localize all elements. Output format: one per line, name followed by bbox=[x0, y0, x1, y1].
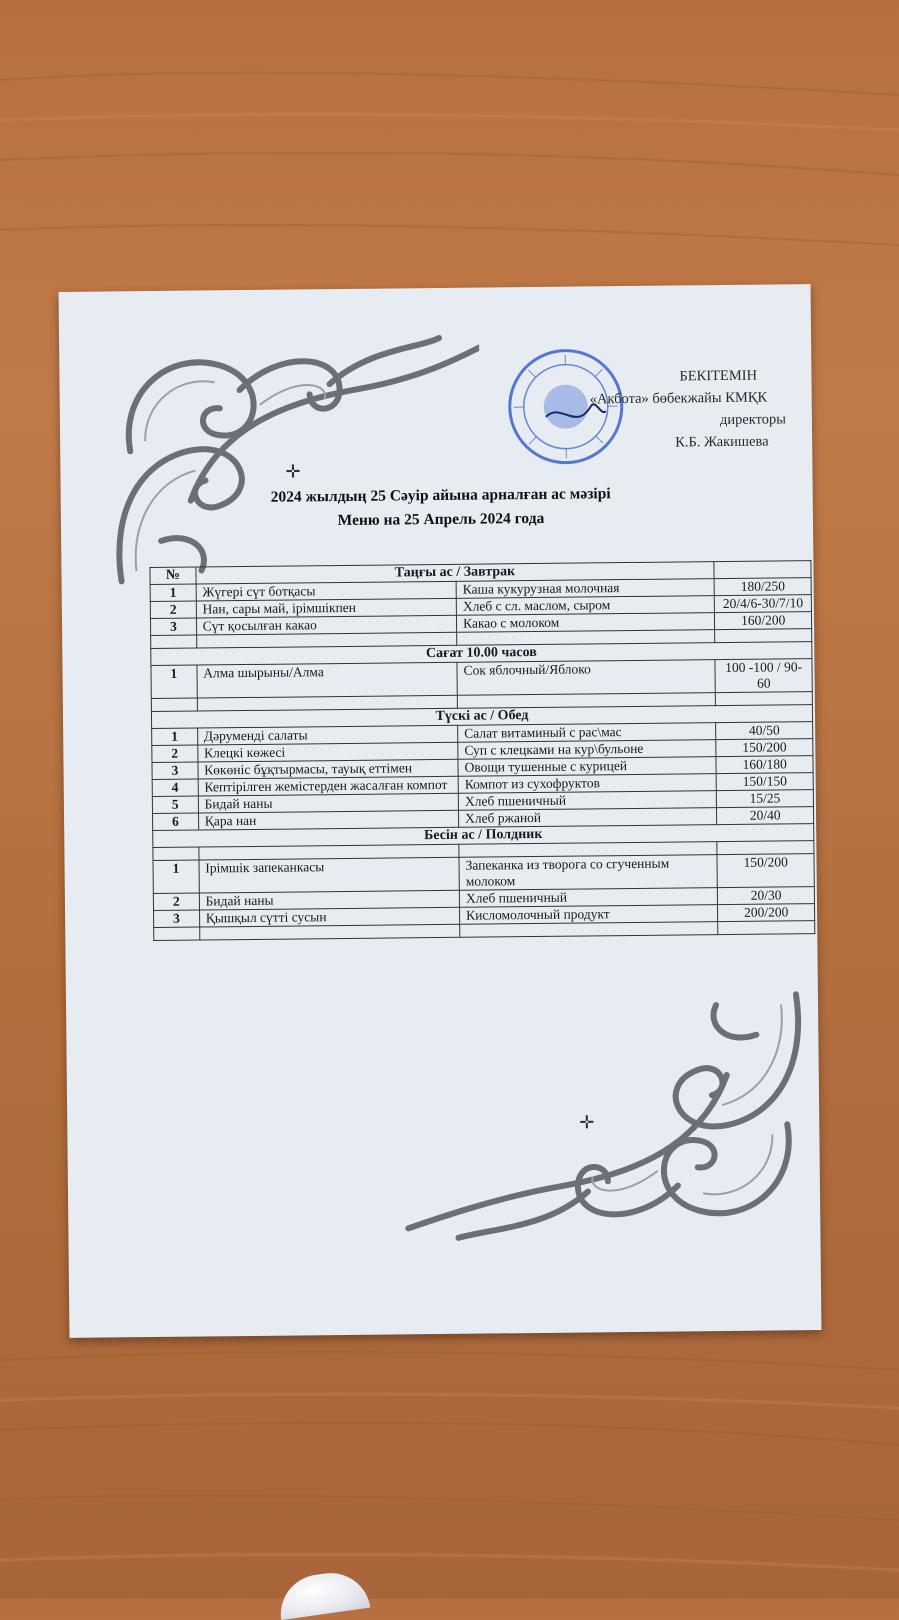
approval-name: К.Б. Жакишева bbox=[675, 433, 769, 451]
section-title: Бесін ас / Полдник bbox=[153, 824, 814, 848]
dish-name-kz: Көкөніс бұқтырмасы, тауық еттімен bbox=[198, 759, 459, 779]
bottom-right-ornament bbox=[396, 984, 819, 1288]
row-number: 2 bbox=[152, 745, 198, 762]
portion-weight: 160/200 bbox=[715, 612, 812, 630]
empty-cell bbox=[199, 924, 459, 940]
empty-cell bbox=[154, 927, 200, 940]
menu-table bbox=[149, 560, 815, 941]
dish-name-kz: Дәруменді салаты bbox=[197, 725, 458, 745]
section-title: Түскі ас / Обед bbox=[151, 705, 812, 729]
row-number: 3 bbox=[150, 618, 196, 635]
dish-name-kz: Қара нан bbox=[198, 810, 459, 830]
empty-cell bbox=[715, 629, 812, 643]
dish-name-ru: Компот из сухофруктов bbox=[458, 774, 716, 794]
dish-name-kz: Нан, сары май, ірімшікпен bbox=[196, 598, 457, 618]
row-number: 3 bbox=[154, 910, 200, 927]
approval-position: директоры bbox=[719, 411, 787, 429]
menu-sheet bbox=[59, 284, 822, 1338]
portion-weight: 180/250 bbox=[714, 578, 811, 596]
dish-name-kz: Алма шырыны/Алма bbox=[197, 662, 458, 698]
dish-name-kz: Кептірілген жемістерден жасалған компот bbox=[198, 776, 459, 796]
dish-name-ru: Каша кукурузная молочная bbox=[456, 579, 714, 599]
section-title: Сағат 10.00 часов bbox=[151, 642, 812, 666]
num-column-header: № bbox=[150, 567, 196, 584]
empty-cell bbox=[153, 847, 199, 860]
row-number: 4 bbox=[152, 779, 198, 796]
crosshair-icon: ✛ bbox=[285, 461, 301, 482]
title-ru: Меню на 25 Апрель 2024 года bbox=[337, 509, 545, 530]
dish-name-ru: Какао с молоком bbox=[456, 613, 714, 633]
dish-name-ru: Запеканка из творога со сгученным молоком bbox=[459, 855, 718, 891]
section-title: Таңғы ас / Завтрак bbox=[196, 562, 715, 584]
title-kz: 2024 жылдың 25 Сәуір айына арналған ас мәзірі bbox=[270, 485, 611, 506]
empty-cell bbox=[716, 692, 813, 706]
row-number: 1 bbox=[153, 860, 199, 893]
portion-weight: 100 -100 / 90-60 bbox=[715, 659, 812, 693]
dish-name-kz: Қышқыл сүтті сусын bbox=[199, 907, 460, 927]
empty-cell bbox=[151, 698, 197, 711]
portion-weight: 20/30 bbox=[718, 887, 815, 905]
approval-approved: БЕКІТЕМІН bbox=[679, 367, 758, 385]
crosshair-icon: ✛ bbox=[579, 1112, 595, 1133]
portion-weight: 150/200 bbox=[717, 854, 814, 888]
empty-cell bbox=[717, 841, 814, 855]
empty-cell bbox=[460, 922, 718, 938]
menu-titles bbox=[161, 481, 721, 535]
dish-name-kz: Ірімшік запеканкасы bbox=[199, 857, 460, 893]
portion-weight: 40/50 bbox=[716, 722, 813, 740]
top-left-ornament bbox=[99, 328, 482, 592]
portion-weight: 20/4/6-30/7/10 bbox=[715, 595, 812, 613]
row-number: 2 bbox=[150, 601, 196, 618]
row-number: 3 bbox=[152, 762, 198, 779]
dish-name-ru: Хлеб пшеничный bbox=[459, 888, 717, 908]
dish-name-kz: Клецкі көжесі bbox=[197, 742, 458, 762]
row-number: 2 bbox=[153, 893, 199, 910]
empty-cell bbox=[151, 635, 197, 648]
row-number: 5 bbox=[152, 796, 198, 813]
dish-name-ru: Кисломолочный продукт bbox=[460, 905, 718, 925]
portion-weight: 150/200 bbox=[716, 739, 813, 757]
portion-weight: 150/150 bbox=[716, 773, 813, 791]
approval-block bbox=[589, 364, 795, 454]
portion-weight: 15/25 bbox=[717, 790, 814, 808]
dish-name-ru: Хлеб ржаной bbox=[459, 808, 717, 828]
dish-name-kz: Бидай наны bbox=[198, 793, 459, 813]
dish-name-ru: Сок яблочный/Яблоко bbox=[457, 660, 716, 696]
dish-name-kz: Бидай наны bbox=[199, 890, 460, 910]
row-number: 6 bbox=[153, 813, 199, 830]
pen-cap bbox=[276, 1568, 371, 1620]
portion-weight: 200/200 bbox=[718, 904, 815, 922]
dish-name-kz: Жүгері сүт ботқасы bbox=[196, 581, 457, 601]
empty-cell bbox=[718, 921, 815, 935]
row-number: 1 bbox=[151, 665, 197, 698]
dish-name-ru: Салат витаминый с рас\мас bbox=[458, 723, 716, 743]
dish-name-ru: Хлеб с сл. маслом, сыром bbox=[456, 596, 714, 616]
dish-name-ru: Суп с клецками на кур\бульоне bbox=[458, 740, 716, 760]
row-number: 1 bbox=[150, 584, 196, 601]
dish-name-ru: Хлеб пшеничный bbox=[458, 791, 716, 811]
portion-weight: 20/40 bbox=[717, 807, 814, 825]
dish-name-kz: Сүт қосылған какао bbox=[196, 615, 457, 635]
row-number: 1 bbox=[152, 728, 198, 745]
dish-name-ru: Овощи тушенные с курицей bbox=[458, 757, 716, 777]
approval-organization: «Акбота» бөбекжайы КМҚК bbox=[589, 389, 768, 408]
empty-cell bbox=[714, 561, 811, 579]
portion-weight: 160/180 bbox=[716, 756, 813, 774]
